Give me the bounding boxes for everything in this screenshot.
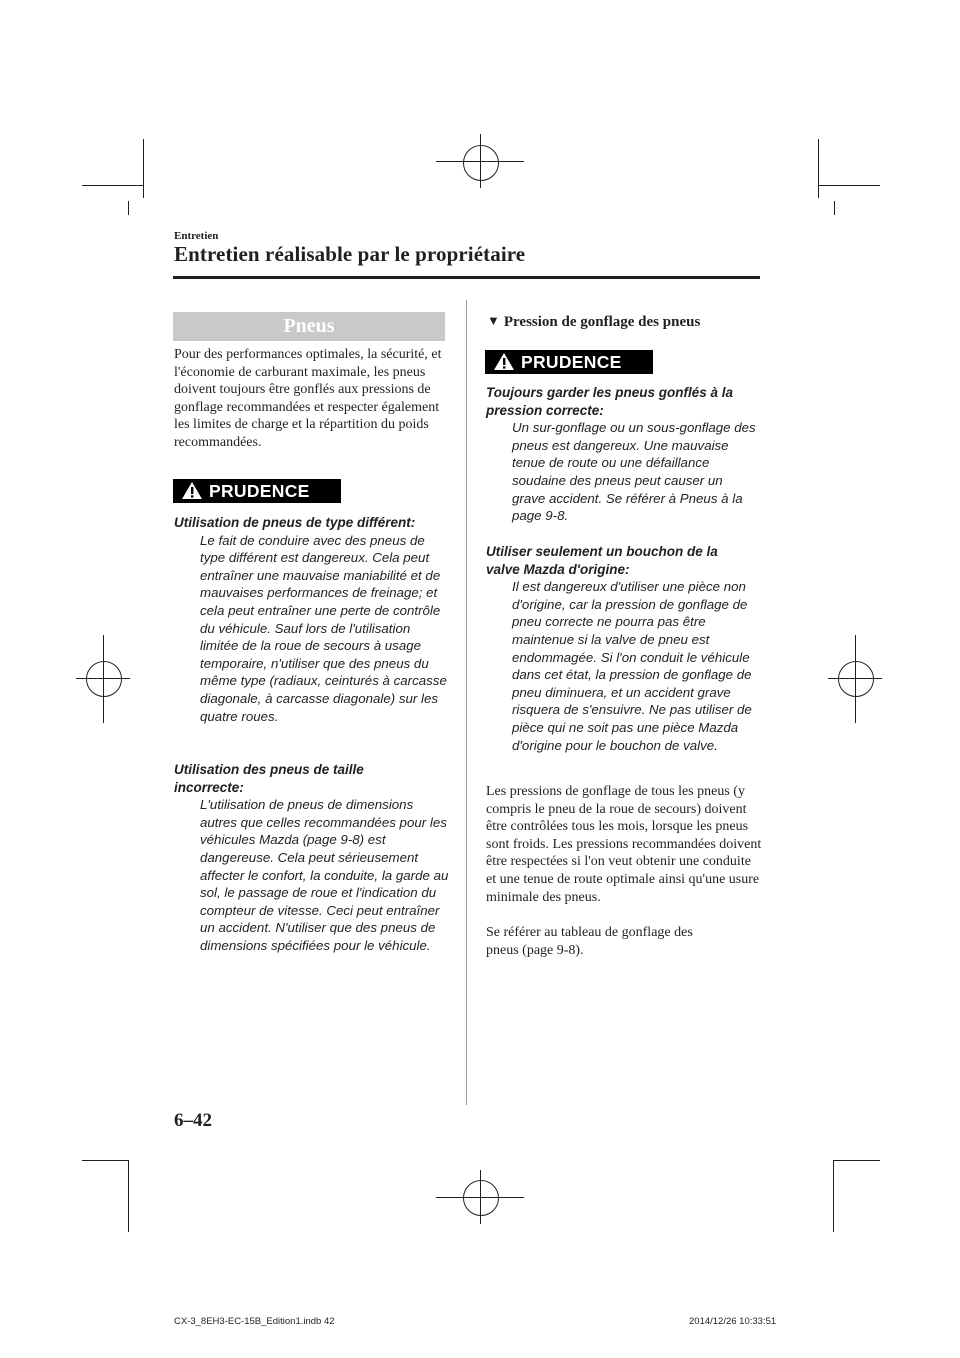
warning-item: [174, 514, 449, 725]
intro-paragraph: Pour des performances optimales, la sécurité, et l'économie de carburant maximale, les pneus doivent toujours être gonflés aux pressions de gonflage recommandées et respecter également les limites de charge et la répartition du poids recommandées.: [174, 347, 442, 450]
section-label: Entretien: [174, 230, 219, 242]
warning-icon: [493, 352, 515, 371]
warning-item: [486, 543, 761, 754]
warning-title: Utilisation des pneus de taille incorrecte:: [174, 762, 364, 795]
warning-item: [486, 384, 761, 525]
section-heading-pneus: Pneus: [173, 312, 445, 341]
warning-item: [174, 761, 449, 955]
file-name: CX-3_8EH3-EC-15B_Edition1.indb 42: [174, 1316, 335, 1327]
warning-title: Toujours garder les pneus gonflés à la pression correcte:: [486, 385, 734, 418]
subheading-pressure: [487, 313, 700, 331]
page-title: Entretien réalisable par le propriétaire: [174, 242, 526, 266]
caution-label: PRUDENCE: [521, 352, 622, 372]
warning-title: Utiliser seulement un bouchon de la valve Mazda d'origine:: [486, 544, 718, 577]
body-paragraph-reference: Se référer au tableau de gonflage des pneus (page 9-8).: [486, 925, 693, 958]
warning-text: L'utilisation de pneus de dimensions autres que celles recommandées pour les véhicules Mazda (page 9-8) est dangereuse. Cela peut sérieusement affecter le confort, la conduite, la garde au sol, le passage de roue et l'indication du compteur de vitesse. Ceci peut entraîner un accident. N'utiliser que des pneus de dimensions spécifiées pour le véhicule.: [200, 797, 449, 953]
warning-text: Un sur-gonflage ou un sous-gonflage des pneus est dangereux. Une mauvaise tenue de route ou une défaillance soudaine des pneus peut causer un grave accident. Se référer à Pneus à la page 9-8.: [512, 420, 756, 524]
caution-banner: [485, 350, 653, 374]
warning-text: Le fait de conduire avec des pneus de type différent est dangereux. Cela peut entraîner une mauvaise maniabilité et de mauvaises performances de freinage; et cela peut entraîner une perte de contrôle du véhicule. Sauf lors de l'utilisation limitée de la roue de secours à usage temporaire, n'utiliser que des pneus du même type (radiaux, ceinturés à carcasse diagonale, à carcasse diagonale) sur les quatre roues.: [200, 532, 447, 724]
title-rule: [173, 276, 760, 279]
warning-icon: [181, 481, 203, 500]
triangle-down-icon: ▼: [487, 313, 500, 328]
page-number: 6–42: [174, 1110, 212, 1131]
caution-banner: [173, 479, 341, 503]
body-paragraph: Les pressions de gonflage de tous les pneus (y compris le pneu de la roue de secours) doivent être contrôlées tous les mois, lorsque les pneus sont froids. Les pressions recommandées doivent être respectées si l'on veut obtenir une conduite et une tenue de route optimale ainsi qu'une usure minimale des pneus.: [486, 784, 762, 905]
caution-label: PRUDENCE: [209, 481, 310, 501]
column-divider: [466, 300, 467, 1105]
subheading-text: Pression de gonflage des pneus: [503, 314, 701, 330]
print-timestamp: 2014/12/26 10:33:51: [689, 1316, 777, 1327]
warning-title: Utilisation de pneus de type différent:: [174, 515, 416, 530]
warning-text: Il est dangereux d'utiliser une pièce non d'origine, car la pression de gonflage de pneu correcte ne pourra pas être maintenue si la valve de pneu est endommagée. Si l'on conduit le véhicule dans cet état, la pression de gonflage de pneu diminuera, et un accident grave risquera de s'ensuivre. Ne pas utiliser de pièce qui ne soit pas une pièce Mazda d'origine pour le bouchon de valve.: [512, 579, 752, 753]
